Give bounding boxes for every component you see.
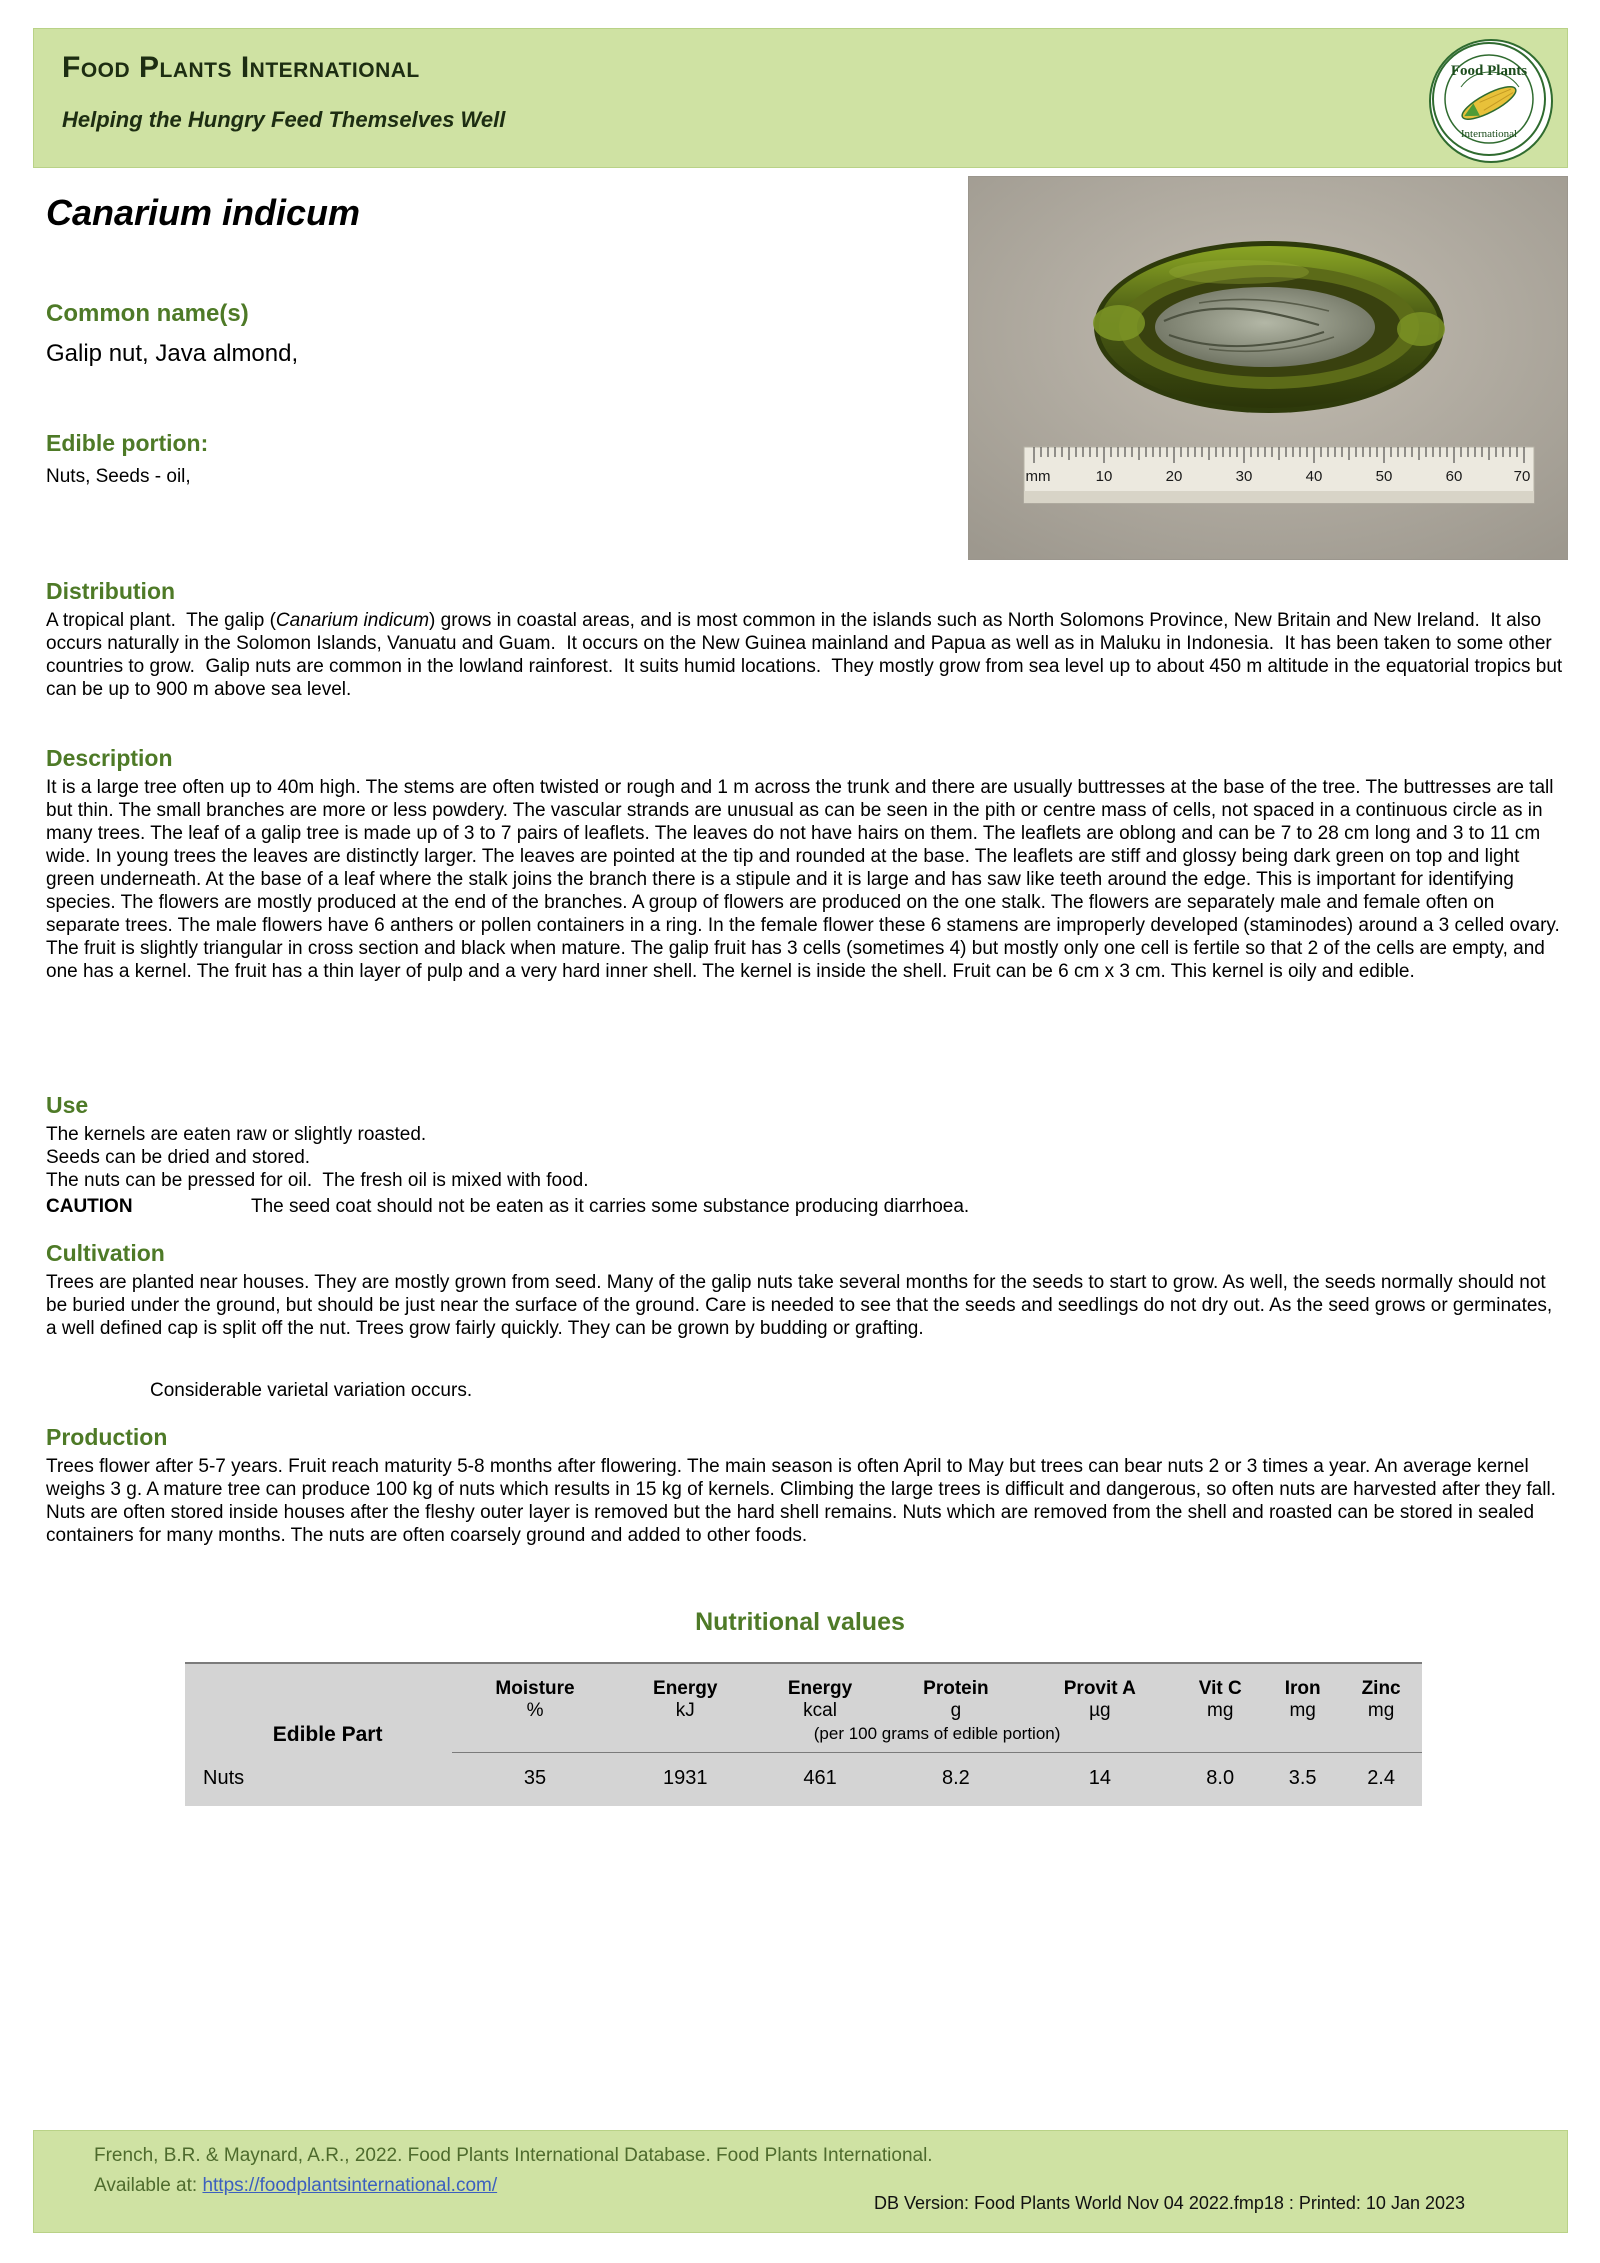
nutrition-unit-energy-kcal: kcal — [803, 1700, 837, 1721]
svg-text:Food Plants: Food Plants — [1450, 63, 1528, 79]
plant-photo — [968, 176, 1568, 560]
nutrition-unit-provit-a: µg — [1089, 1700, 1111, 1721]
section-body-cultivation: Trees are planted near houses. They are mostly grown from seed. Many of the galip nuts take several months for the seeds to start to grow. As well, the seeds normally should not be buried under the ground, but should be just near the surface of the ground. Care is needed to see that the seeds and seedlings do not dry out. As the seed grows or germinates, a well defined cap is split off the nut. Trees grow fairly quickly. They can be grown by budding or grafting. — [46, 1272, 1553, 1339]
caution-text: The seed coat should not be eaten as it carries some substance producing diarrhoea. — [251, 1196, 970, 1217]
nutrition-table — [185, 1662, 1422, 1806]
nutrition-cell-protein: 8.2 — [941, 1767, 970, 1789]
svg-text:10: 10 — [1095, 468, 1113, 485]
footer-available-label: Available at: — [94, 2175, 198, 2196]
footer-url-link[interactable]: https://foodplantsinternational.com/ — [202, 2175, 498, 2196]
section-title-description: Description — [46, 745, 173, 771]
section-body-use-caution — [46, 1196, 1568, 1219]
nutrition-col-energy-kj: Energy — [618, 1663, 753, 1700]
nutrition-cell-moisture: 35 — [523, 1767, 547, 1789]
footer-available — [94, 2175, 497, 2197]
section-body-description: It is a large tree often up to 40m high. The stems are often twisted or rough and 1 m across the trunk and there are usually buttresses at the base of the tree. The buttresses are tall but thin. The small branches are more or less powdery. The vascular strands are unusual as can be seen in the pith or centre mass of cells, not spaced in a continuous circle as in many trees. The leaf of a galip tree is made up of 3 to 7 pairs of leaflets. The leaves do not have hairs on them. The leaflets are oblong and can be 7 to 28 cm long and 3 to 11 cm wide. In young trees the leaves are distinctly larger. The leaves are pointed at the tip and rounded at the base. The leaflets are stiff and glossy being dark green on top and light green underneath. At the base of a leaf where the stalk joins the branch there is a stipule and it is large and has saw like teeth around the edge. This is important for identifying species. The flowers are mostly produced at the end of the branches. A group of flowers are produced on the one stalk. The flowers are separately male and female often on separate trees. The male flowers have 6 anthers or pollen containers in a ring. In the female flower these 6 stamens are improperly developed (staminodes) around a 3 celled ovary. The fruit is slightly triangular in cross section and black when mature. The galip fruit has 3 cells (sometimes 4) but mostly only one cell is fertile so that 2 of the cells are empty, and one has a kernel. The fruit has a thin layer of pulp and a very hard inner shell. The kernel is inside the shell. Fruit can be 6 cm x 3 cm. This kernel is oily and edible. — [46, 777, 1560, 982]
nutrition-cell-zinc: 2.4 — [1367, 1767, 1395, 1789]
nutrition-col-edible-part: Edible Part — [185, 1663, 452, 1753]
common-names-label: Common name(s) — [46, 300, 249, 327]
section-body-production: Trees flower after 5-7 years. Fruit reach maturity 5-8 months after flowering. The main season is often April to May but trees can bear nuts 2 or 3 times a year. An average kernel weighs 3 g. A mature tree can produce 100 kg of nuts which results in 15 kg of kernels. Climbing the large trees is difficult and dangerous, so often nuts are harvested after they fall. Nuts are often stored inside houses after the fleshy outer layer is removed but the hard shell remains. Nuts which are removed from the shell and roasted can be stored in sealed containers for many months. The nuts are often coarsely ground and added to other foods. — [46, 1456, 1556, 1546]
nutrition-unit-iron: mg — [1289, 1700, 1316, 1721]
caution-label: CAUTION — [46, 1196, 133, 1217]
edible-portion-label: Edible portion: — [46, 430, 209, 456]
plant-photo-graphic — [969, 177, 1568, 560]
svg-text:50: 50 — [1375, 468, 1393, 485]
scientific-name: Canarium indicum — [46, 192, 361, 233]
nutrition-cell-energy-kj: 1931 — [663, 1767, 708, 1789]
nutrition-col-provit-a: Provit A — [1024, 1663, 1175, 1700]
table-row — [185, 1753, 1422, 1807]
nutrition-unit-moisture: % — [526, 1700, 544, 1721]
organisation-name: Food Plants International — [62, 51, 420, 84]
nutrition-col-zinc: Zinc — [1340, 1663, 1422, 1700]
svg-text:60: 60 — [1445, 468, 1463, 485]
nutrition-per-note: (per 100 grams of edible portion) — [452, 1724, 1422, 1753]
nutrition-unit-zinc: mg — [1367, 1700, 1395, 1721]
nutrition-col-vit-c: Vit C — [1175, 1663, 1265, 1700]
footer-db-version: DB Version: Food Plants World Nov 04 2022.fmp18 : Printed: 10 Jan 2023 — [874, 2193, 1466, 2213]
nutrition-cell-part: Nuts — [203, 1766, 245, 1789]
nutrition-col-moisture: Moisture — [452, 1663, 618, 1700]
section-body-use: The kernels are eaten raw or slightly roasted. Seeds can be dried and stored. The nuts can be pressed for oil. The fresh oil is mixed with food. — [46, 1124, 589, 1191]
nutrition-cell-vit-c: 8.0 — [1206, 1767, 1235, 1789]
section-title-distribution: Distribution — [46, 578, 176, 604]
svg-text:International: International — [1460, 128, 1518, 140]
nutrition-col-energy-kcal: Energy — [753, 1663, 888, 1700]
svg-text:20: 20 — [1165, 468, 1183, 485]
edible-portion-value: Nuts, Seeds - oil, — [46, 466, 191, 487]
section-title-production: Production — [46, 1424, 168, 1450]
nutrition-unit-protein: g — [950, 1700, 962, 1721]
page-header — [33, 28, 1568, 168]
nutrition-cell-iron: 3.5 — [1288, 1767, 1317, 1789]
nutrition-col-iron: Iron — [1265, 1663, 1340, 1700]
nutrition-header-row — [185, 1663, 1422, 1700]
nutrition-cell-provit-a: 14 — [1088, 1767, 1111, 1789]
common-names-value: Galip nut, Java almond, — [46, 340, 299, 367]
food-plants-logo — [1429, 39, 1553, 163]
nutrition-title: Nutritional values — [695, 1608, 905, 1636]
svg-text:40: 40 — [1305, 468, 1323, 485]
section-title-use: Use — [46, 1092, 89, 1118]
nutrition-table-wrap — [185, 1662, 1422, 1806]
organisation-tagline: Helping the Hungry Feed Themselves Well — [62, 107, 506, 132]
nutrition-unit-energy-kj: kJ — [675, 1700, 695, 1721]
svg-text:30: 30 — [1235, 468, 1253, 485]
section-body-distribution: A tropical plant. The galip (Canarium indicum) grows in coastal areas, and is most common in the islands such as North Solomons Province, New Britain and New Ireland. It also occurs naturally in the Solomon Islands, Vanuatu and Guam. It occurs on the New Guinea mainland and Papua as well as in Maluku in Indonesia. It has been taken to some other countries to grow. Galip nuts are common in the lowland rainforest. It suits humid locations. They mostly grow from sea level up to about 450 m altitude in the equatorial tropics but can be up to 900 m above sea level. — [46, 610, 1563, 700]
page-footer — [33, 2130, 1568, 2233]
nutrition-cell-energy-kcal: 461 — [803, 1767, 837, 1789]
section-title-cultivation: Cultivation — [46, 1240, 165, 1266]
nutrition-col-protein: Protein — [887, 1663, 1024, 1700]
nutrition-unit-vit-c: mg — [1207, 1700, 1234, 1721]
svg-text:70: 70 — [1513, 468, 1531, 485]
footer-citation: French, B.R. & Maynard, A.R., 2022. Food Plants International Database. Food Plants International. — [94, 2145, 933, 2166]
logo-graphic — [1431, 41, 1547, 157]
section-body-cultivation-extra: Considerable varietal variation occurs. — [150, 1380, 473, 1401]
svg-text:mm: mm — [1025, 468, 1051, 485]
